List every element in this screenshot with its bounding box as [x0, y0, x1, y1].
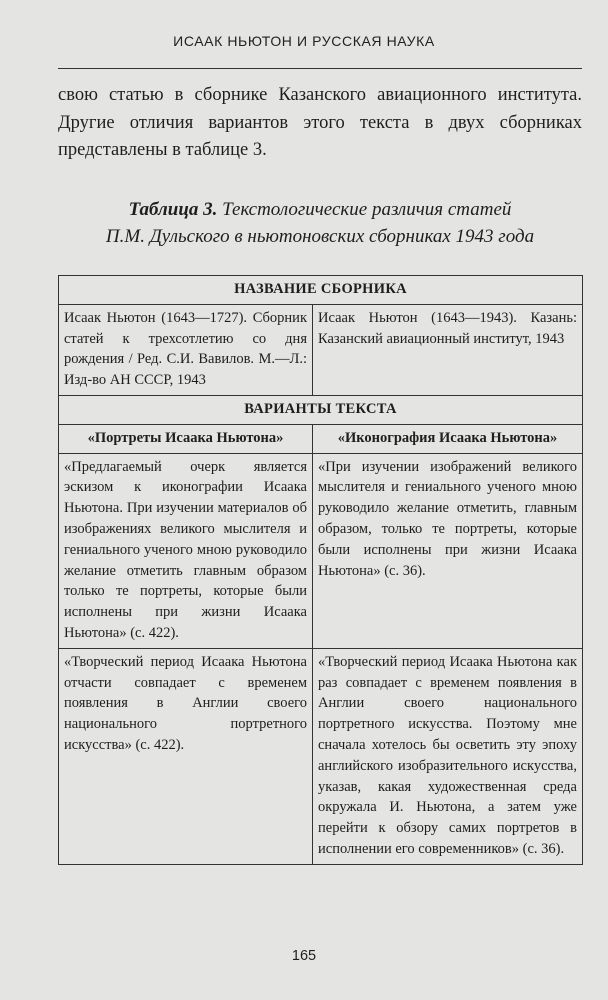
section-row-collection [59, 276, 583, 305]
column-header-row [59, 424, 583, 453]
header-rule [58, 68, 582, 69]
caption-line-1 [58, 196, 582, 223]
comparison-table [58, 275, 583, 865]
section-heading-collection: НАЗВАНИЕ СБОРНИКА [59, 276, 583, 305]
section-heading-variants: ВАРИАНТЫ ТЕКСТА [59, 395, 583, 424]
variant-right-cell: «При изучении изображений великого мыслителя и гениального ученого мною руководило желание отметить, главным образом, только те портреты, которые были исполнены при жизни Исаака Ньютона» (с. 36). [313, 453, 583, 648]
running-header: ИСААК НЬЮТОН И РУССКАЯ НАУКА [173, 33, 435, 49]
column-header-right: «Иконография Исаака Ньютона» [313, 424, 583, 453]
body-paragraph: свою статью в сборнике Казанского авиационного института. Другие отличия вариантов этого текста в двух сборниках представлены в таблице 3. [58, 85, 582, 160]
table-caption [58, 196, 582, 250]
caption-label: Таблица 3. [128, 199, 218, 220]
table-row [59, 453, 583, 648]
variant-right-cell: «Творческий период Исаака Ньютона как раз совпадает с временем появления в Англии своего национального портретного искусства. Поэтому мне сначала хотелось бы осветить эту эпоху английского изобразительного искусства, указав, какая художественная среда окружала И. Ньютона, а затем уже перейти к обзору самих портретов в исполнении его современников» (с. 36). [313, 648, 583, 864]
variant-left-cell: «Творческий период Исаака Ньютона отчасти совпадает с временем появления в Англии своего национального портретного искусства» (с. 422). [59, 648, 313, 864]
section-row-variants [59, 395, 583, 424]
variant-left-cell: «Предлагаемый очерк является эскизом к иконографии Исаака Ньютона. При изучении материалов об изображениях великого мыслителя и гениального ученого мною руководило желание отметить главным образом только те портреты, которые были исполнены при жизни Исаака Ньютона» (с. 422). [59, 453, 313, 648]
column-header-left: «Портреты Исаака Ньютона» [59, 424, 313, 453]
body-text [58, 82, 582, 165]
page-number: 165 [291, 948, 317, 964]
caption-line-2: П.М. Дульского в ньютоновских сборниках 1943 года [105, 226, 535, 247]
collection-right-cell: Исаак Ньютон (1643—1943). Казань: Казанский авиационный институт, 1943 [313, 304, 583, 395]
collection-row [59, 304, 583, 395]
caption-text-1: Текстологические различия статей [222, 199, 512, 220]
table-row [59, 648, 583, 864]
collection-left-cell: Исаак Ньютон (1643—1727). Сборник статей к трехсотлетию со дня рождения / Ред. С.И. Вавилов. М.—Л.: Изд-во АН СССР, 1943 [59, 304, 313, 395]
